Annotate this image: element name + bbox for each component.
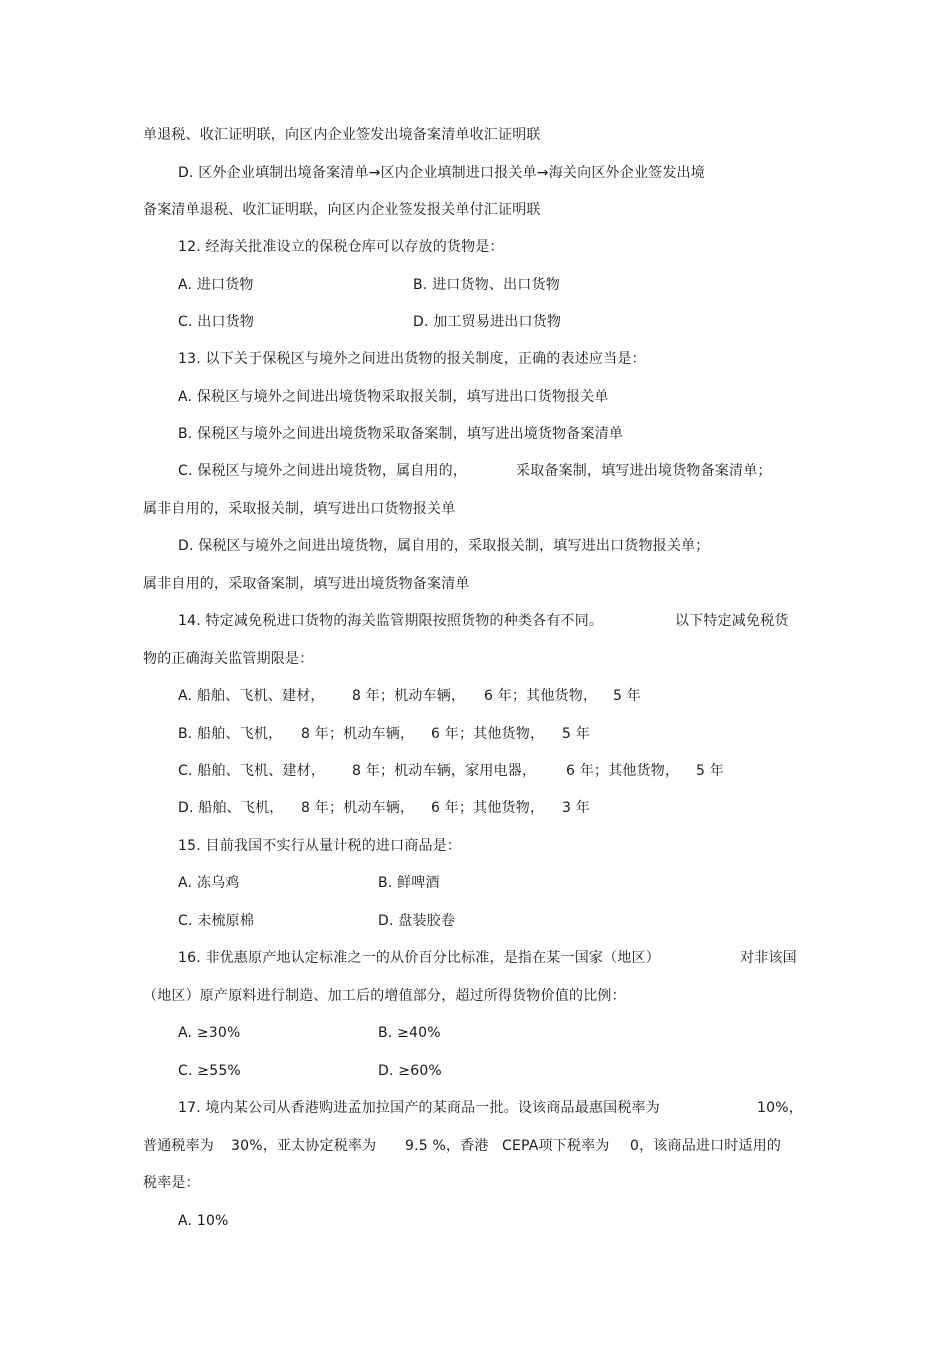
question-15: 15. 目前我国不实行从量计税的进口商品是： [178, 838, 462, 854]
option-c: C. 未梳原棉 [178, 913, 255, 929]
option-a: A. ≥30% [178, 1025, 241, 1041]
question-14-cont: 以下特定减免税货 [675, 613, 789, 629]
option-c: C. 船舶、飞机、建材， [178, 763, 326, 779]
option-d-part: 3 年 [562, 800, 590, 816]
option-b: B. 鲜啤酒 [378, 875, 440, 891]
question-17: 17. 境内某公司从香港购进孟加拉国产的某商品一批。设该商品最惠国税率为 [178, 1100, 660, 1116]
option-d: D. 盘装胶卷 [378, 913, 456, 929]
question-17-part: 10%， [757, 1100, 803, 1116]
option-b-part: 6 年；其他货物， [431, 726, 545, 742]
option-c: C. 出口货物 [178, 314, 255, 330]
text-line-part: 9.5 %，香港 [405, 1138, 489, 1154]
option-a-part: 8 年；机动车辆， [352, 688, 466, 704]
option-d: D. 保税区与境外之间进出境货物，属自用的，采取报关制，填写进出口货物报关单； [178, 538, 710, 554]
option-c-part: 5 年 [696, 763, 724, 779]
question-16-cont: 对非该国 [740, 950, 797, 966]
option-b: B. ≥40% [378, 1025, 441, 1041]
option-d: D. 加工贸易进出口货物 [413, 314, 562, 330]
option-d-part: 8 年；机动车辆， [301, 800, 415, 816]
text-line-part: 30%，亚太协定税率为 [231, 1138, 377, 1154]
option-d-part: 6 年；其他货物， [431, 800, 545, 816]
question-12: 12. 经海关批准设立的保税仓库可以存放的货物是： [178, 239, 504, 255]
text-line: 物的正确海关监管期限是： [143, 651, 314, 667]
option-b-part: 8 年；机动车辆， [301, 726, 415, 742]
question-14: 14. 特定减免税进口货物的海关监管期限按照货物的种类各有不同。 [178, 613, 604, 629]
option-a: A. 船舶、飞机、建材， [178, 688, 325, 704]
question-13: 13. 以下关于保税区与境外之间进出货物的报关制度，正确的表述应当是： [178, 351, 646, 367]
option-c-part: 6 年；其他货物， [566, 763, 680, 779]
text-line: 单退税、收汇证明联，向区内企业签发出境备案清单收汇证明联 [143, 127, 541, 143]
option-d: D. 船舶、飞机， [178, 800, 284, 816]
text-line: 普通税率为 [143, 1138, 214, 1154]
option-b: B. 保税区与境外之间进出境货物采取备案制，填写进出境货物备案清单 [178, 426, 624, 442]
option-b: B. 船舶、飞机， [178, 726, 283, 742]
option-c-cont: 采取备案制，填写进出境货物备案清单； [516, 463, 772, 479]
text-line: （地区）原产原料进行制造、加工后的增值部分，超过所得货物价值的比例： [143, 988, 626, 1004]
text-line: 税率是： [143, 1175, 200, 1191]
option-a: A. 进口货物 [178, 277, 254, 293]
option-c: C. ≥55% [178, 1063, 241, 1079]
option-d: D. ≥60% [378, 1063, 442, 1079]
text-line: 属非自用的，采取报关制，填写进出口货物报关单 [143, 501, 456, 517]
text-line-part: 0，该商品进口时适用的 [630, 1138, 782, 1154]
option-a: A. 10% [178, 1213, 229, 1229]
text-line: 备案清单退税、收汇证明联，向区内企业签发报关单付汇证明联 [143, 202, 541, 218]
option-a: A. 保税区与境外之间进出境货物采取报关制，填写进出口货物报关单 [178, 389, 609, 405]
question-16: 16. 非优惠原产地认定标准之一的从价百分比标准，是指在某一国家（地区） [178, 950, 660, 966]
option-c-part: 8 年；机动车辆，家用电器， [352, 763, 537, 779]
option-c: C. 保税区与境外之间进出境货物，属自用的， [178, 463, 468, 479]
text-line-part: CEPA项下税率为 [502, 1138, 610, 1154]
text-line: 属非自用的，采取备案制，填写进出境货物备案清单 [143, 576, 470, 592]
option-d-line: D. 区外企业填制出境备案清单→区内企业填制进口报关单→海关向区外企业签发出境 [178, 165, 705, 181]
option-b: B. 进口货物、出口货物 [413, 277, 560, 293]
option-b-part: 5 年 [562, 726, 590, 742]
option-a: A. 冻乌鸡 [178, 875, 240, 891]
option-a-part: 5 年 [613, 688, 641, 704]
option-a-part: 6 年；其他货物， [484, 688, 598, 704]
